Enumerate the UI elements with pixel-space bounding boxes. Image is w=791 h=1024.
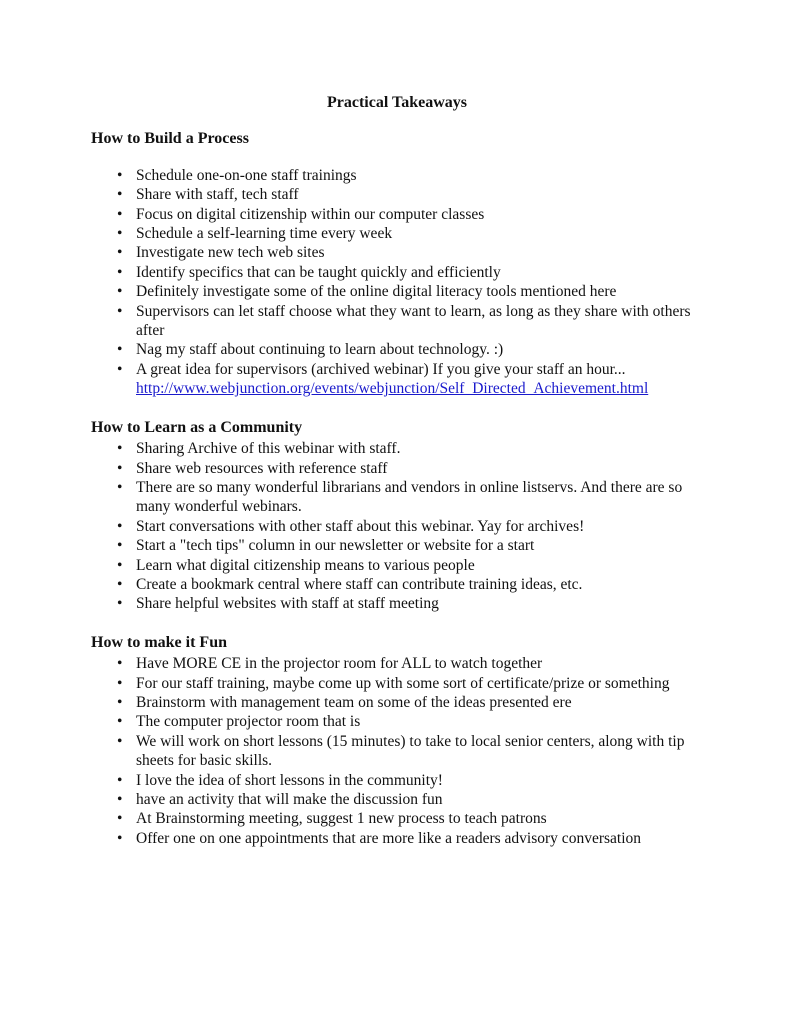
list-item: • Offer one on one appointments that are more like a readers advisory conversation — [136, 829, 703, 848]
list-item: • There are so many wonderful librarians and vendors in online listservs. And there are so many wonderful webinars. — [136, 478, 703, 517]
webjunction-link[interactable]: http://www.webjunction.org/events/webjunction/Self_Directed_Achievement.html — [136, 380, 649, 398]
list-item: • The computer projector room that is — [136, 712, 703, 731]
list-item: • have an activity that will make the discussion fun — [136, 790, 703, 809]
list-item: • Start a "tech tips" column in our newsletter or website for a start — [136, 536, 703, 555]
list-item: • Schedule a self-learning time every week — [136, 224, 703, 243]
list-item: • Schedule one-on-one staff trainings — [136, 166, 703, 185]
list-item: • Sharing Archive of this webinar with staff. — [136, 439, 703, 458]
list-item: • Learn what digital citizenship means to various people — [136, 556, 703, 575]
section-how-to-make-it-fun — [91, 633, 703, 848]
list-item: • Definitely investigate some of the online digital literacy tools mentioned here — [136, 282, 703, 301]
list-item: • I love the idea of short lessons in the community! — [136, 771, 703, 790]
bullet-list — [91, 654, 703, 848]
bullet-list — [91, 439, 703, 614]
list-item: • Have MORE CE in the projector room for ALL to watch together — [136, 654, 703, 673]
list-item: • Share helpful websites with staff at staff meeting — [136, 594, 703, 613]
section-heading: How to Build a Process — [91, 130, 249, 148]
list-item: • Supervisors can let staff choose what they want to learn, as long as they share with others after — [136, 302, 703, 341]
section-how-to-learn-as-a-community — [91, 418, 703, 614]
list-item: • Share with staff, tech staff — [136, 185, 703, 204]
list-item: • Start conversations with other staff about this webinar. Yay for archives! — [136, 517, 703, 536]
list-item-with-link — [136, 360, 703, 399]
section-heading: How to make it Fun — [91, 633, 227, 651]
list-item: • Nag my staff about continuing to learn about technology. :) — [136, 340, 703, 359]
list-item: • Identify specifics that can be taught quickly and efficiently — [136, 263, 703, 282]
bullet-list — [91, 166, 703, 399]
document-title: Practical Takeaways — [327, 94, 467, 111]
list-item: • Investigate new tech web sites — [136, 243, 703, 262]
list-item: • Share web resources with reference staff — [136, 459, 703, 478]
section-heading: How to Learn as a Community — [91, 418, 303, 436]
list-item: • Focus on digital citizenship within our computer classes — [136, 205, 703, 224]
list-item: • For our staff training, maybe come up with some sort of certificate/prize or something — [136, 674, 703, 693]
section-how-to-build-a-process — [91, 129, 703, 398]
list-item: • Create a bookmark central where staff can contribute training ideas, etc. — [136, 575, 703, 594]
list-item: • At Brainstorming meeting, suggest 1 new process to teach patrons — [136, 809, 703, 828]
list-item-text: A great idea for supervisors (archived webinar) If you give your staff an hour... — [136, 360, 626, 378]
list-item: • Brainstorm with management team on some of the ideas presented ere — [136, 693, 703, 712]
list-item: • We will work on short lessons (15 minutes) to take to local senior centers, along with tip sheets for basic skills. — [136, 732, 703, 771]
